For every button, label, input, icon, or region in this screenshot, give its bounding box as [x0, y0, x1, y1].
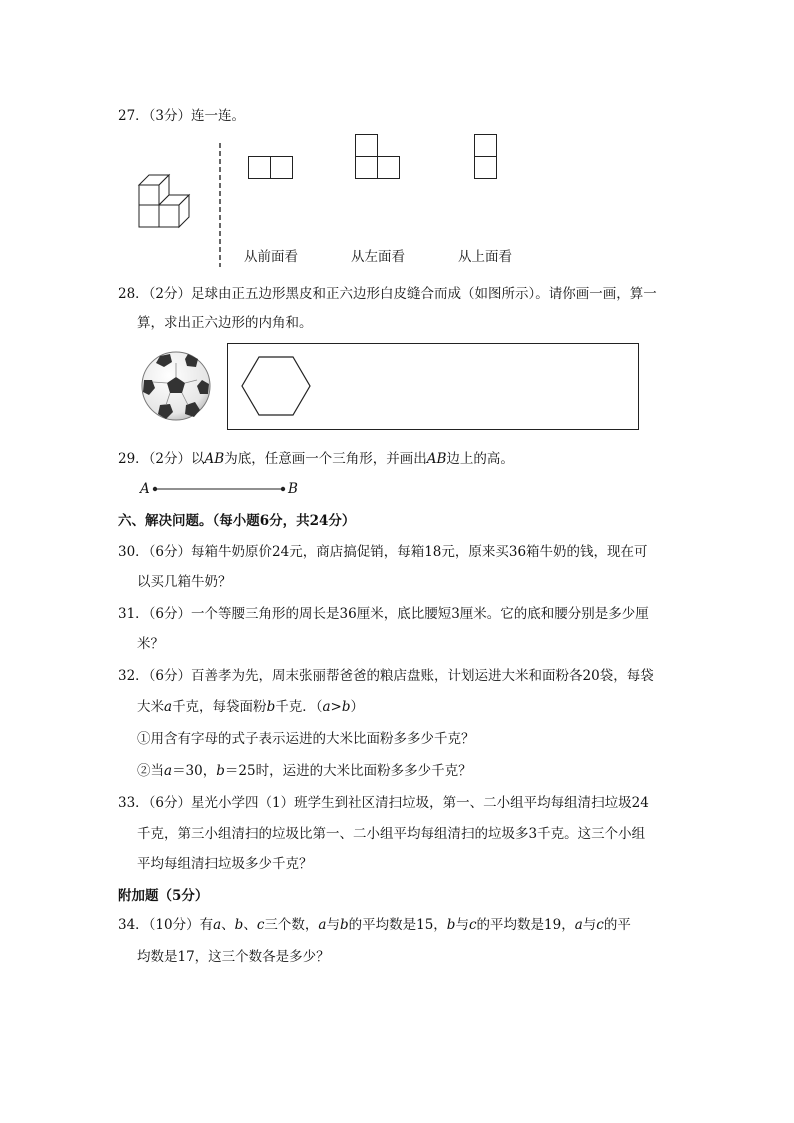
q34-line2: 均数是17，这三个数各是多少？ [137, 949, 330, 965]
q32-line2-middle: 千克，每袋面粉 [172, 699, 267, 715]
q34-text: 与 [455, 917, 469, 933]
point-a-label: A [140, 481, 150, 497]
q34-prefix: 34．（10分）有 [118, 917, 214, 933]
variable-a: a [574, 917, 583, 933]
segment-ab [152, 484, 286, 494]
dashed-divider [218, 143, 222, 267]
q29-middle: 为底，任意画一个三角形，并画出 [224, 451, 427, 467]
variable-a: a [164, 763, 173, 779]
label-left-view: 从左面看 [351, 249, 405, 265]
q32-sub2-middle: ＝30， [172, 763, 217, 779]
variable-b: b [234, 917, 244, 933]
variable-c: c [468, 917, 477, 933]
variable-a: a [318, 917, 327, 933]
q32-line2 [137, 695, 364, 715]
soccer-ball-image [140, 350, 212, 422]
q32-sub2-prefix: ②当 [137, 763, 164, 779]
point-b-label: B [288, 481, 298, 497]
q34-text: 与 [326, 917, 340, 933]
q34-text: 的平 [603, 917, 631, 933]
q32-sub2-suffix: ＝25时，运进的大米比面粉多多少千克？ [224, 763, 472, 779]
q33-line3: 平均每组清扫垃圾多少千克？ [137, 856, 313, 872]
q28-line1: 28．（2分）足球由正五边形黑皮和正六边形白皮缝合而成（如图所示）。请你画一画，算一 [118, 286, 657, 302]
q33-line2: 千克，第三小组清扫的垃圾比第一、二小组平均每组清扫的垃圾多3千克。这三个小组 [137, 826, 646, 842]
q32-line2-suffix: 千克．（ [275, 699, 323, 715]
q34-separator: 、 [243, 917, 257, 933]
variable-b: b [216, 763, 225, 779]
label-front-view: 从前面看 [244, 249, 298, 265]
q27-text: 27．（3分）连一连。 [118, 108, 246, 124]
section-6-heading: 六、解决问题。（每小题6分，共24分） [118, 513, 356, 529]
condition: a>b [322, 699, 351, 715]
variable-b: b [266, 699, 276, 715]
left-view-shape [355, 134, 403, 180]
q29-suffix: 边上的高。 [446, 451, 514, 467]
variable-a: a [213, 917, 222, 933]
top-view-shape [474, 134, 498, 180]
segment-name-ab: AB [426, 451, 447, 467]
q29-text [118, 447, 514, 467]
q29-prefix: 29．（2分）以 [118, 451, 205, 467]
label-top-view: 从上面看 [458, 249, 512, 265]
q34-line1 [118, 913, 631, 933]
q32-line1: 32．（6分）百善孝为先，周末张丽帮爸爸的粮店盘账，计划运进大米和面粉各20袋，每袋 [118, 668, 654, 684]
q32-sub1: ①用含有字母的式子表示运进的大米比面粉多多少千克？ [137, 731, 475, 747]
q31-line2: 米？ [137, 636, 164, 652]
q34-text: 的平均数是15， [348, 917, 447, 933]
q30-line1: 30．（6分）每箱牛奶原价24元，商店搞促销，每箱18元，原来买36箱牛奶的钱，现在可 [118, 544, 648, 560]
q30-line2: 以买几箱牛奶？ [137, 574, 232, 590]
close-paren: ） [350, 699, 364, 715]
q32-line2-prefix: 大米 [137, 699, 164, 715]
q28-line2: 算，求出正六边形的内角和。 [137, 315, 313, 331]
q33-line1: 33．（6分）星光小学四（1）班学生到社区清扫垃圾，第一、二小组平均每组清扫垃圾24 [118, 795, 649, 811]
variable-c: c [596, 917, 604, 933]
variable-a: a [164, 699, 173, 715]
front-view-shape [248, 156, 294, 180]
bonus-heading: 附加题（5分） [118, 888, 209, 904]
q34-text: 三个数， [264, 917, 319, 933]
q31-line1: 31．（6分）一个等腰三角形的周长是36厘米，底比腰短3厘米。它的底和腰分别是多少厘 [118, 606, 649, 622]
q34-text: 的平均数是19， [476, 917, 575, 933]
variable-b: b [339, 917, 349, 933]
regular-hexagon [240, 356, 312, 416]
variable-c: c [256, 917, 265, 933]
q34-text: 与 [582, 917, 597, 933]
cube-stack-figure [136, 172, 196, 232]
segment-name-ab: AB [204, 451, 225, 467]
q34-separator: 、 [221, 917, 235, 933]
variable-b: b [446, 917, 456, 933]
q32-sub2 [137, 759, 472, 779]
